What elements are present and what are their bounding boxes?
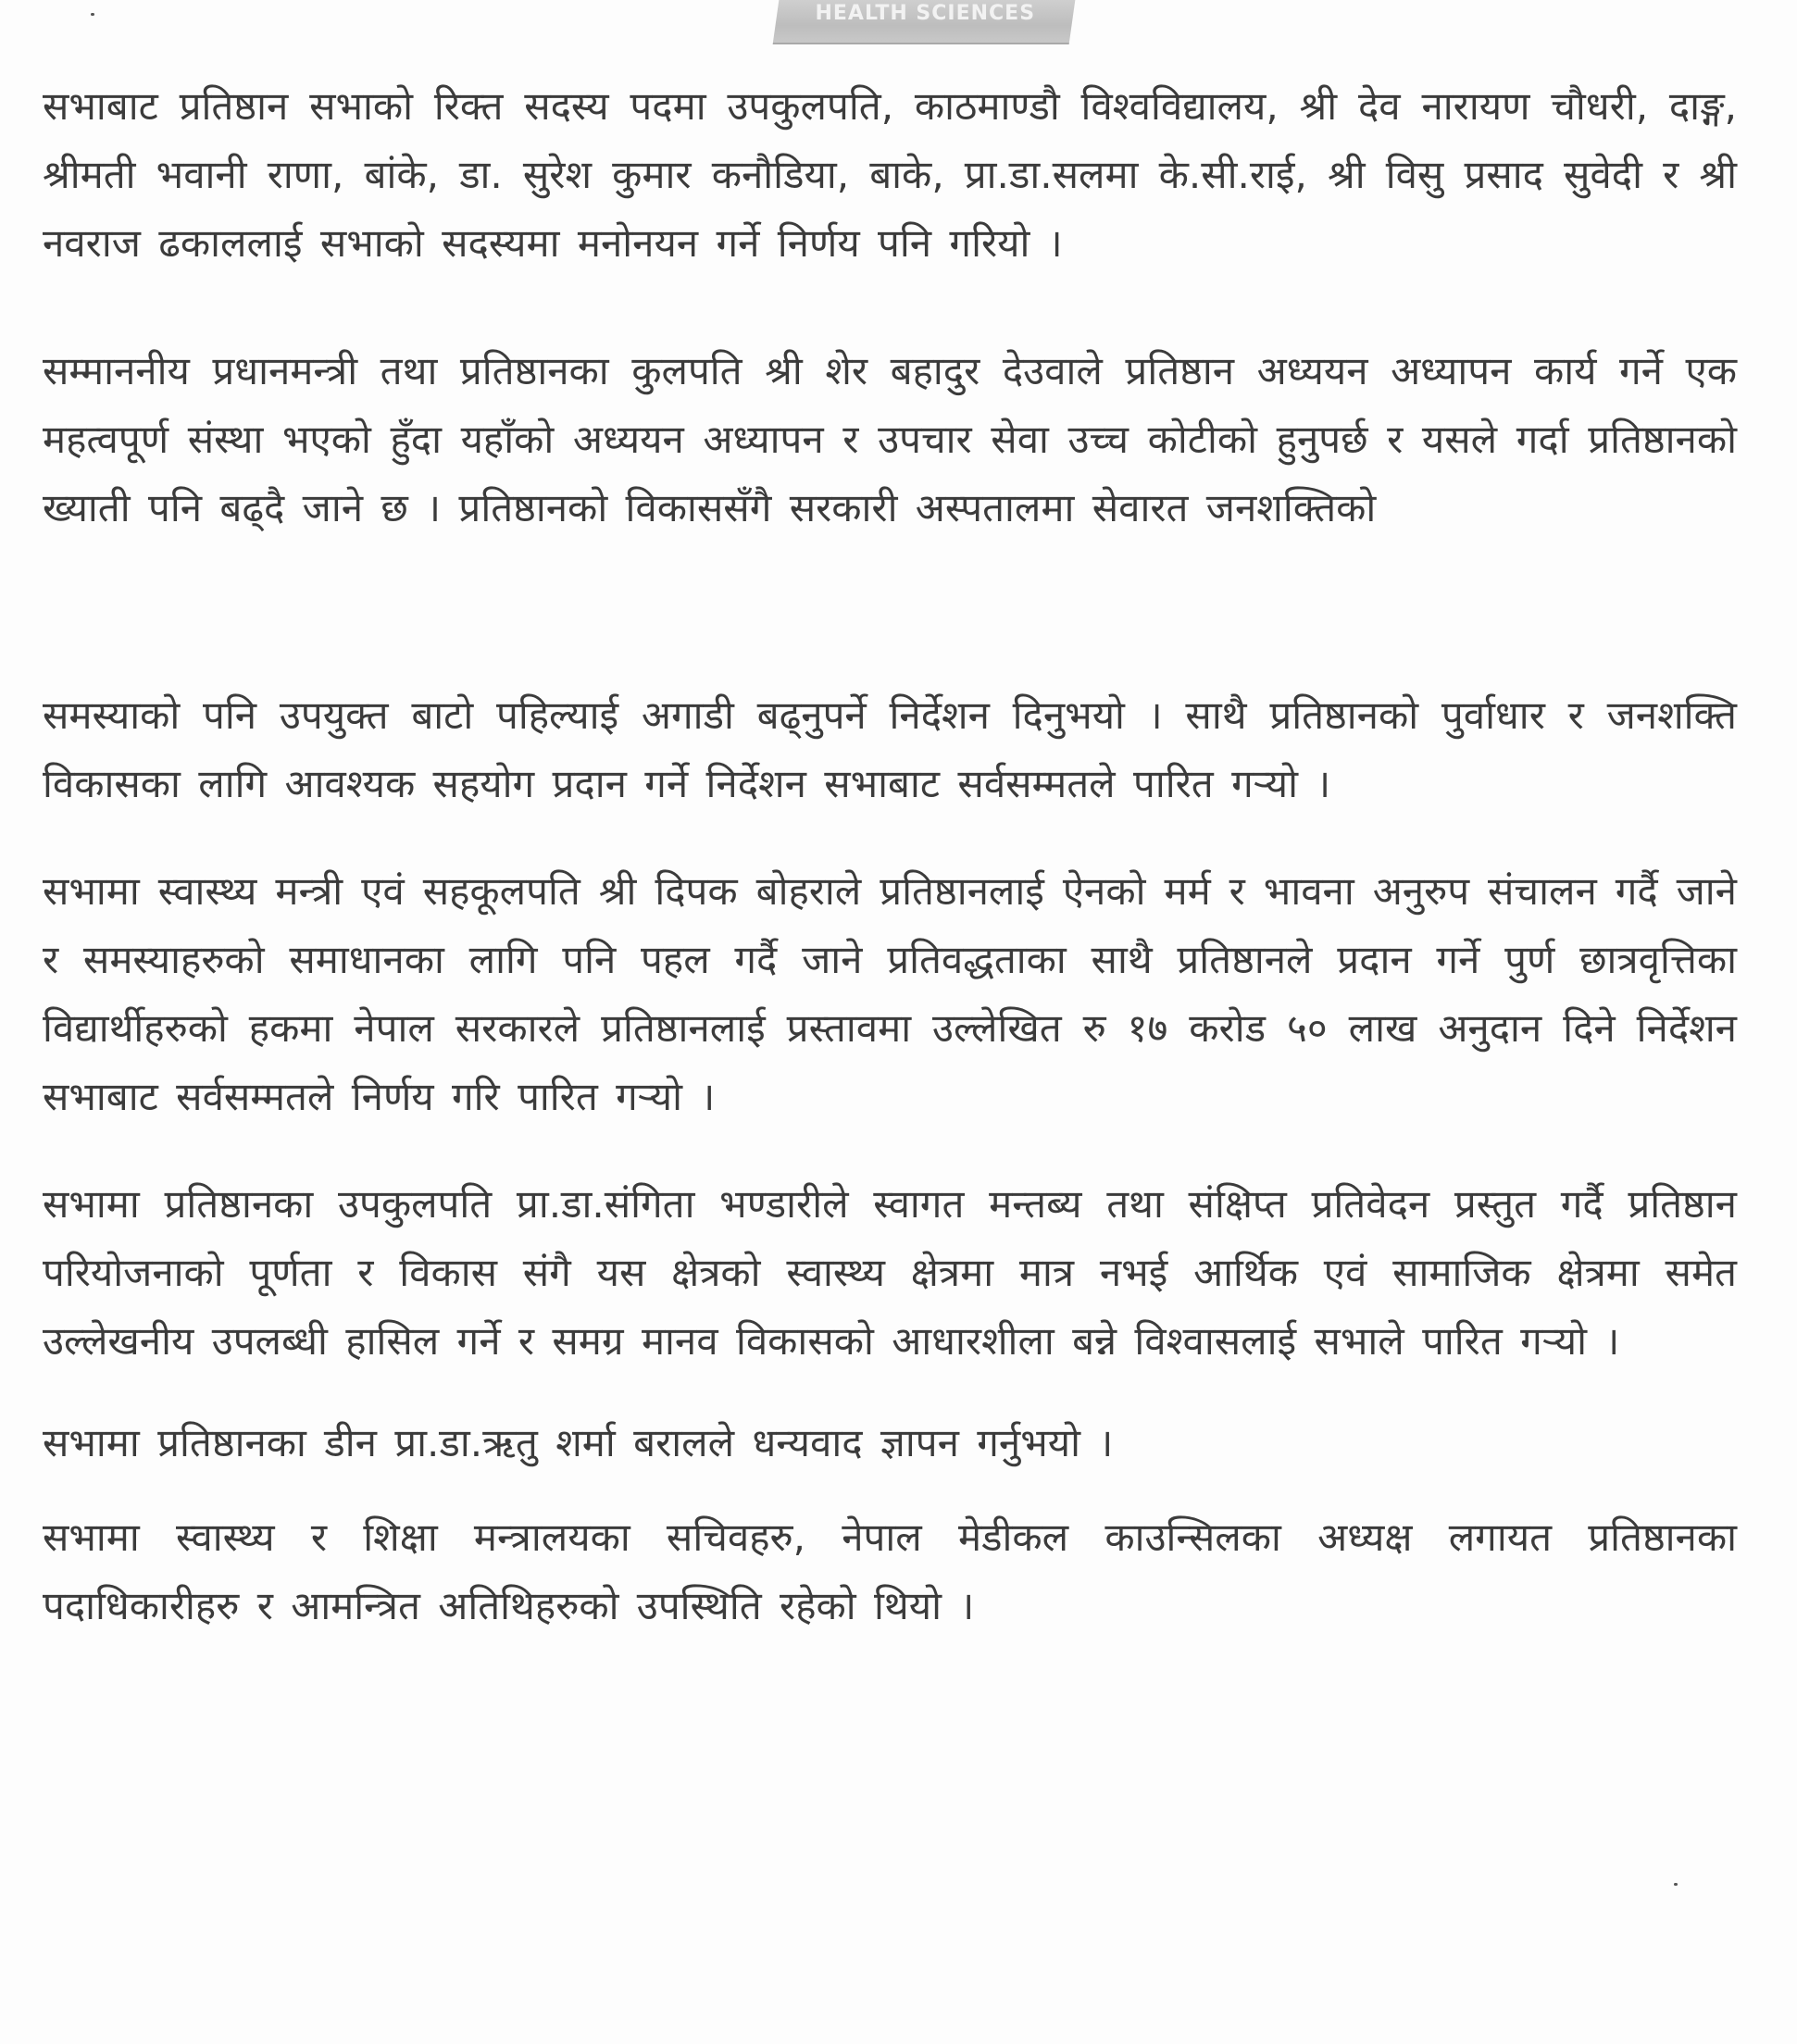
seal-text: HEALTH SCIENCES — [815, 2, 1036, 25]
paragraph-health-minister: सभामा स्वास्थ्य मन्त्री एवं सहकूलपति श्री दिपक बोहराले प्रतिष्ठानलाई ऐनको मर्म र भावना अनुरुप संचालन गर्दै जाने र समस्याहरुको समाधानका लागि पनि पहल गर्दै जाने प्रतिवद्धताका साथै प्रतिष्ठानले प्रदान गर्ने पुर्ण छात्रवृत्तिका विद्यार्थीहरुको हकमा नेपाल सरकारले प्रतिष्ठानलाई प्रस्तावमा उल्लेखित रु १७ करोड ५० लाख अनुदान दिने निर्देशन सभाबाट सर्वसम्मतले निर्णय गरि पारित गर्‍यो । — [43, 868, 1737, 1119]
document-body — [43, 72, 1737, 1640]
paragraph-vice-chancellor: सभामा प्रतिष्ठानका उपकुलपति प्रा.डा.संगिता भण्डारीले स्वागत मन्तब्य तथा संक्षिप्त प्रतिवेदन प्रस्तुत गर्दै प्रतिष्ठान परियोजनाको पूर्णता र विकास संगै यस क्षेत्रको स्वास्थ्य क्षेत्रमा मात्र नभई आर्थिक एवं सामाजिक क्षेत्रमा समेत उल्लेखनीय उपलब्धी हासिल गर्ने र समग्र मानव विकासको आधारशीला बन्ने विश्वासलाई सभाले पारित गर्‍यो । — [43, 1181, 1737, 1364]
institution-seal — [773, 0, 1076, 44]
paragraph-vote-of-thanks: सभामा प्रतिष्ठानका डीन प्रा.डा.ऋतु शर्मा बरालले धन्यवाद ज्ञापन गर्नुभयो । — [43, 1420, 1114, 1465]
scan-speck — [91, 13, 94, 16]
paragraph-prime-minister-remarks: सम्माननीय प्रधानमन्त्री तथा प्रतिष्ठानका कुलपति श्री शेर बहादुर देउवाले प्रतिष्ठान अध्ययन अध्यापन कार्य गर्ने एक महत्वपूर्ण संस्था भएको हुँदा यहाँको अध्ययन अध्यापन र उपचार सेवा उच्च कोटीको हुनुपर्छ र यसले गर्दा प्रतिष्ठानको ख्याती पनि बढ्दै जाने छ । प्रतिष्ठानको विकाससँगै सरकारी अस्पतालमा सेवारत जनशक्तिको — [43, 348, 1737, 530]
paragraph-nominations: सभाबाट प्रतिष्ठान सभाको रिक्त सदस्य पदमा उपकुलपति, काठमाण्डौ विश्वविद्यालय, श्री देव नारायण चौधरी, दाङ्ग, श्रीमती भवानी राणा, बांके, डा. सुरेश कुमार कनौडिया, बाके, प्रा.डा.सलमा के.सी.राई, श्री विसु प्रसाद सुवेदी र श्री नवराज ढकाललाई सभाको सदस्यमा मनोनयन गर्ने निर्णय पनि गरियो । — [43, 83, 1737, 266]
scan-speck — [1674, 1883, 1678, 1886]
paragraph-attendance: सभामा स्वास्थ्य र शिक्षा मन्त्रालयका सचिवहरु, नेपाल मेडीकल काउन्सिलका अध्यक्ष लगायत प्रतिष्ठानका पदाधिकारीहरु र आमन्त्रित अतिथिहरुको उपस्थिति रहेको थियो । — [43, 1514, 1738, 1628]
paragraph-directive-passed: समस्याको पनि उपयुक्त बाटो पहिल्याई अगाडी बढ्नुपर्ने निर्देशन दिनुभयो । साथै प्रतिष्ठानको पुर्वाधार र जनशक्ति विकासका लागि आवश्यक सहयोग प्रदान गर्ने निर्देशन सभाबाट सर्वसम्मतले पारित गर्‍यो । — [43, 692, 1737, 806]
